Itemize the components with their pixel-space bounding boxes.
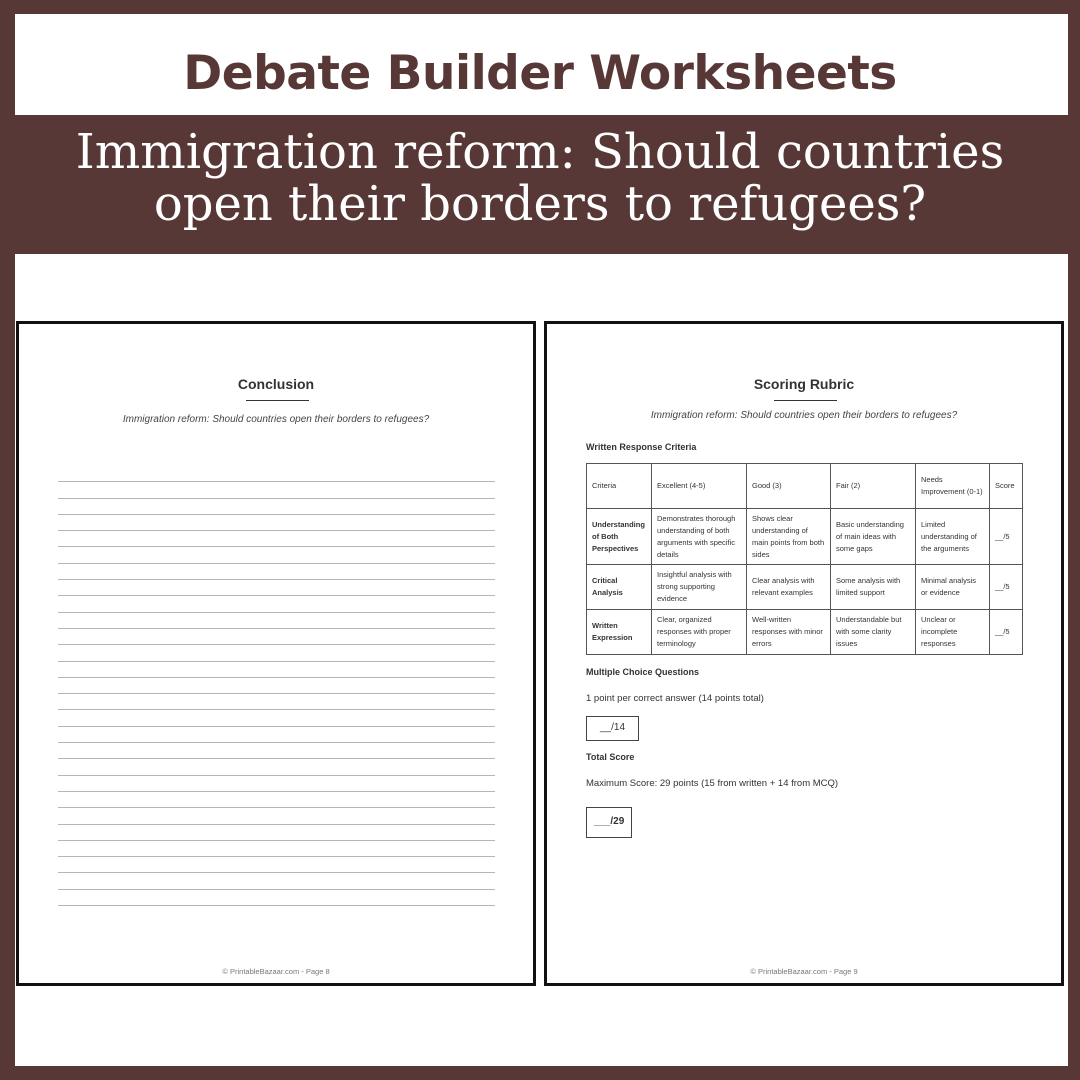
rubric-cell: Demonstrates thorough understanding of both arguments with specific details xyxy=(652,509,747,565)
writing-line xyxy=(58,759,495,775)
mcq-score-box: __/14 xyxy=(586,716,639,741)
writing-line xyxy=(58,547,495,563)
writing-line xyxy=(58,710,495,726)
mcq-heading: Multiple Choice Questions xyxy=(586,667,700,677)
table-row xyxy=(587,610,1023,655)
title-underline xyxy=(246,400,309,401)
mcq-description: 1 point per correct answer (14 points total) xyxy=(586,693,764,704)
total-score-box: ___/29 xyxy=(586,807,632,838)
table-row xyxy=(587,565,1023,610)
writing-line xyxy=(58,580,495,596)
writing-line xyxy=(58,662,495,678)
rubric-header-cell: Criteria xyxy=(587,464,652,509)
writing-line xyxy=(58,466,495,482)
table-row xyxy=(587,509,1023,565)
page-question: Immigration reform: Should countries open their borders to refugees? xyxy=(650,410,958,421)
criteria-cell: Written Expression xyxy=(587,610,652,655)
rubric-cell: Some analysis with limited support xyxy=(831,565,916,610)
writing-line xyxy=(58,825,495,841)
rubric-cell: Clear, organized responses with proper terminology xyxy=(652,610,747,655)
writing-line xyxy=(58,499,495,515)
title-underline xyxy=(774,400,837,401)
rubric-cell: Basic understanding of main ideas with some gaps xyxy=(831,509,916,565)
writing-line xyxy=(58,841,495,857)
writing-lines xyxy=(58,466,495,906)
rubric-cell: Limited understanding of the arguments xyxy=(916,509,990,565)
rubric-cell: Unclear or incomplete responses xyxy=(916,610,990,655)
rubric-header-row xyxy=(587,464,1023,509)
writing-line xyxy=(58,808,495,824)
writing-line xyxy=(58,645,495,661)
score-cell: __/5 xyxy=(990,610,1023,655)
writing-line xyxy=(58,694,495,710)
page-footer: © PrintableBazaar.com - Page 8 xyxy=(222,967,330,976)
rubric-table xyxy=(586,463,1023,655)
rubric-header-cell: Needs Improvement (0-1) xyxy=(916,464,990,509)
page-footer: © PrintableBazaar.com - Page 9 xyxy=(750,967,858,976)
total-score-heading: Total Score xyxy=(586,752,635,762)
writing-line xyxy=(58,629,495,645)
writing-line xyxy=(58,873,495,889)
rubric-cell: Clear analysis with relevant examples xyxy=(747,565,831,610)
rubric-header-cell: Good (3) xyxy=(747,464,831,509)
worksheet-subtitle xyxy=(0,126,1080,230)
writing-line xyxy=(58,678,495,694)
writing-line xyxy=(58,776,495,792)
writing-line xyxy=(58,890,495,906)
writing-line xyxy=(58,596,495,612)
writing-line xyxy=(58,531,495,547)
total-score-description: Maximum Score: 29 points (15 from written + 14 from MCQ) xyxy=(586,778,839,789)
criteria-cell: Understanding of Both Perspectives xyxy=(587,509,652,565)
writing-line xyxy=(58,727,495,743)
page-question: Immigration reform: Should countries open their borders to refugees? xyxy=(122,414,430,425)
rubric-header-cell: Excellent (4-5) xyxy=(652,464,747,509)
brand-title: Debate Builder Worksheets xyxy=(183,46,897,101)
writing-line xyxy=(58,792,495,808)
rubric-cell: Insightful analysis with strong supporting evidence xyxy=(652,565,747,610)
score-cell: __/5 xyxy=(990,565,1023,610)
rubric-cell: Well-written responses with minor errors xyxy=(747,610,831,655)
writing-line xyxy=(58,515,495,531)
rubric-cell: Shows clear understanding of main points from both sides xyxy=(747,509,831,565)
page-conclusion xyxy=(16,321,536,986)
criteria-cell: Critical Analysis xyxy=(587,565,652,610)
subtitle-line-2: open their borders to refugees? xyxy=(153,176,927,232)
writing-line xyxy=(58,564,495,580)
score-cell: __/5 xyxy=(990,509,1023,565)
subtitle-line-1: Immigration reform: Should countries xyxy=(75,124,1005,180)
writing-line xyxy=(58,857,495,873)
writing-line xyxy=(58,482,495,498)
rubric-cell: Minimal analysis or evidence xyxy=(916,565,990,610)
page-title: Conclusion xyxy=(237,376,315,392)
rubric-cell: Understandable but with some clarity issues xyxy=(831,610,916,655)
rubric-header-cell: Score xyxy=(990,464,1023,509)
writing-line xyxy=(58,613,495,629)
writing-line xyxy=(58,743,495,759)
page-title: Scoring Rubric xyxy=(753,376,855,392)
written-criteria-heading: Written Response Criteria xyxy=(586,442,697,452)
rubric-header-cell: Fair (2) xyxy=(831,464,916,509)
page-scoring-rubric xyxy=(544,321,1064,986)
